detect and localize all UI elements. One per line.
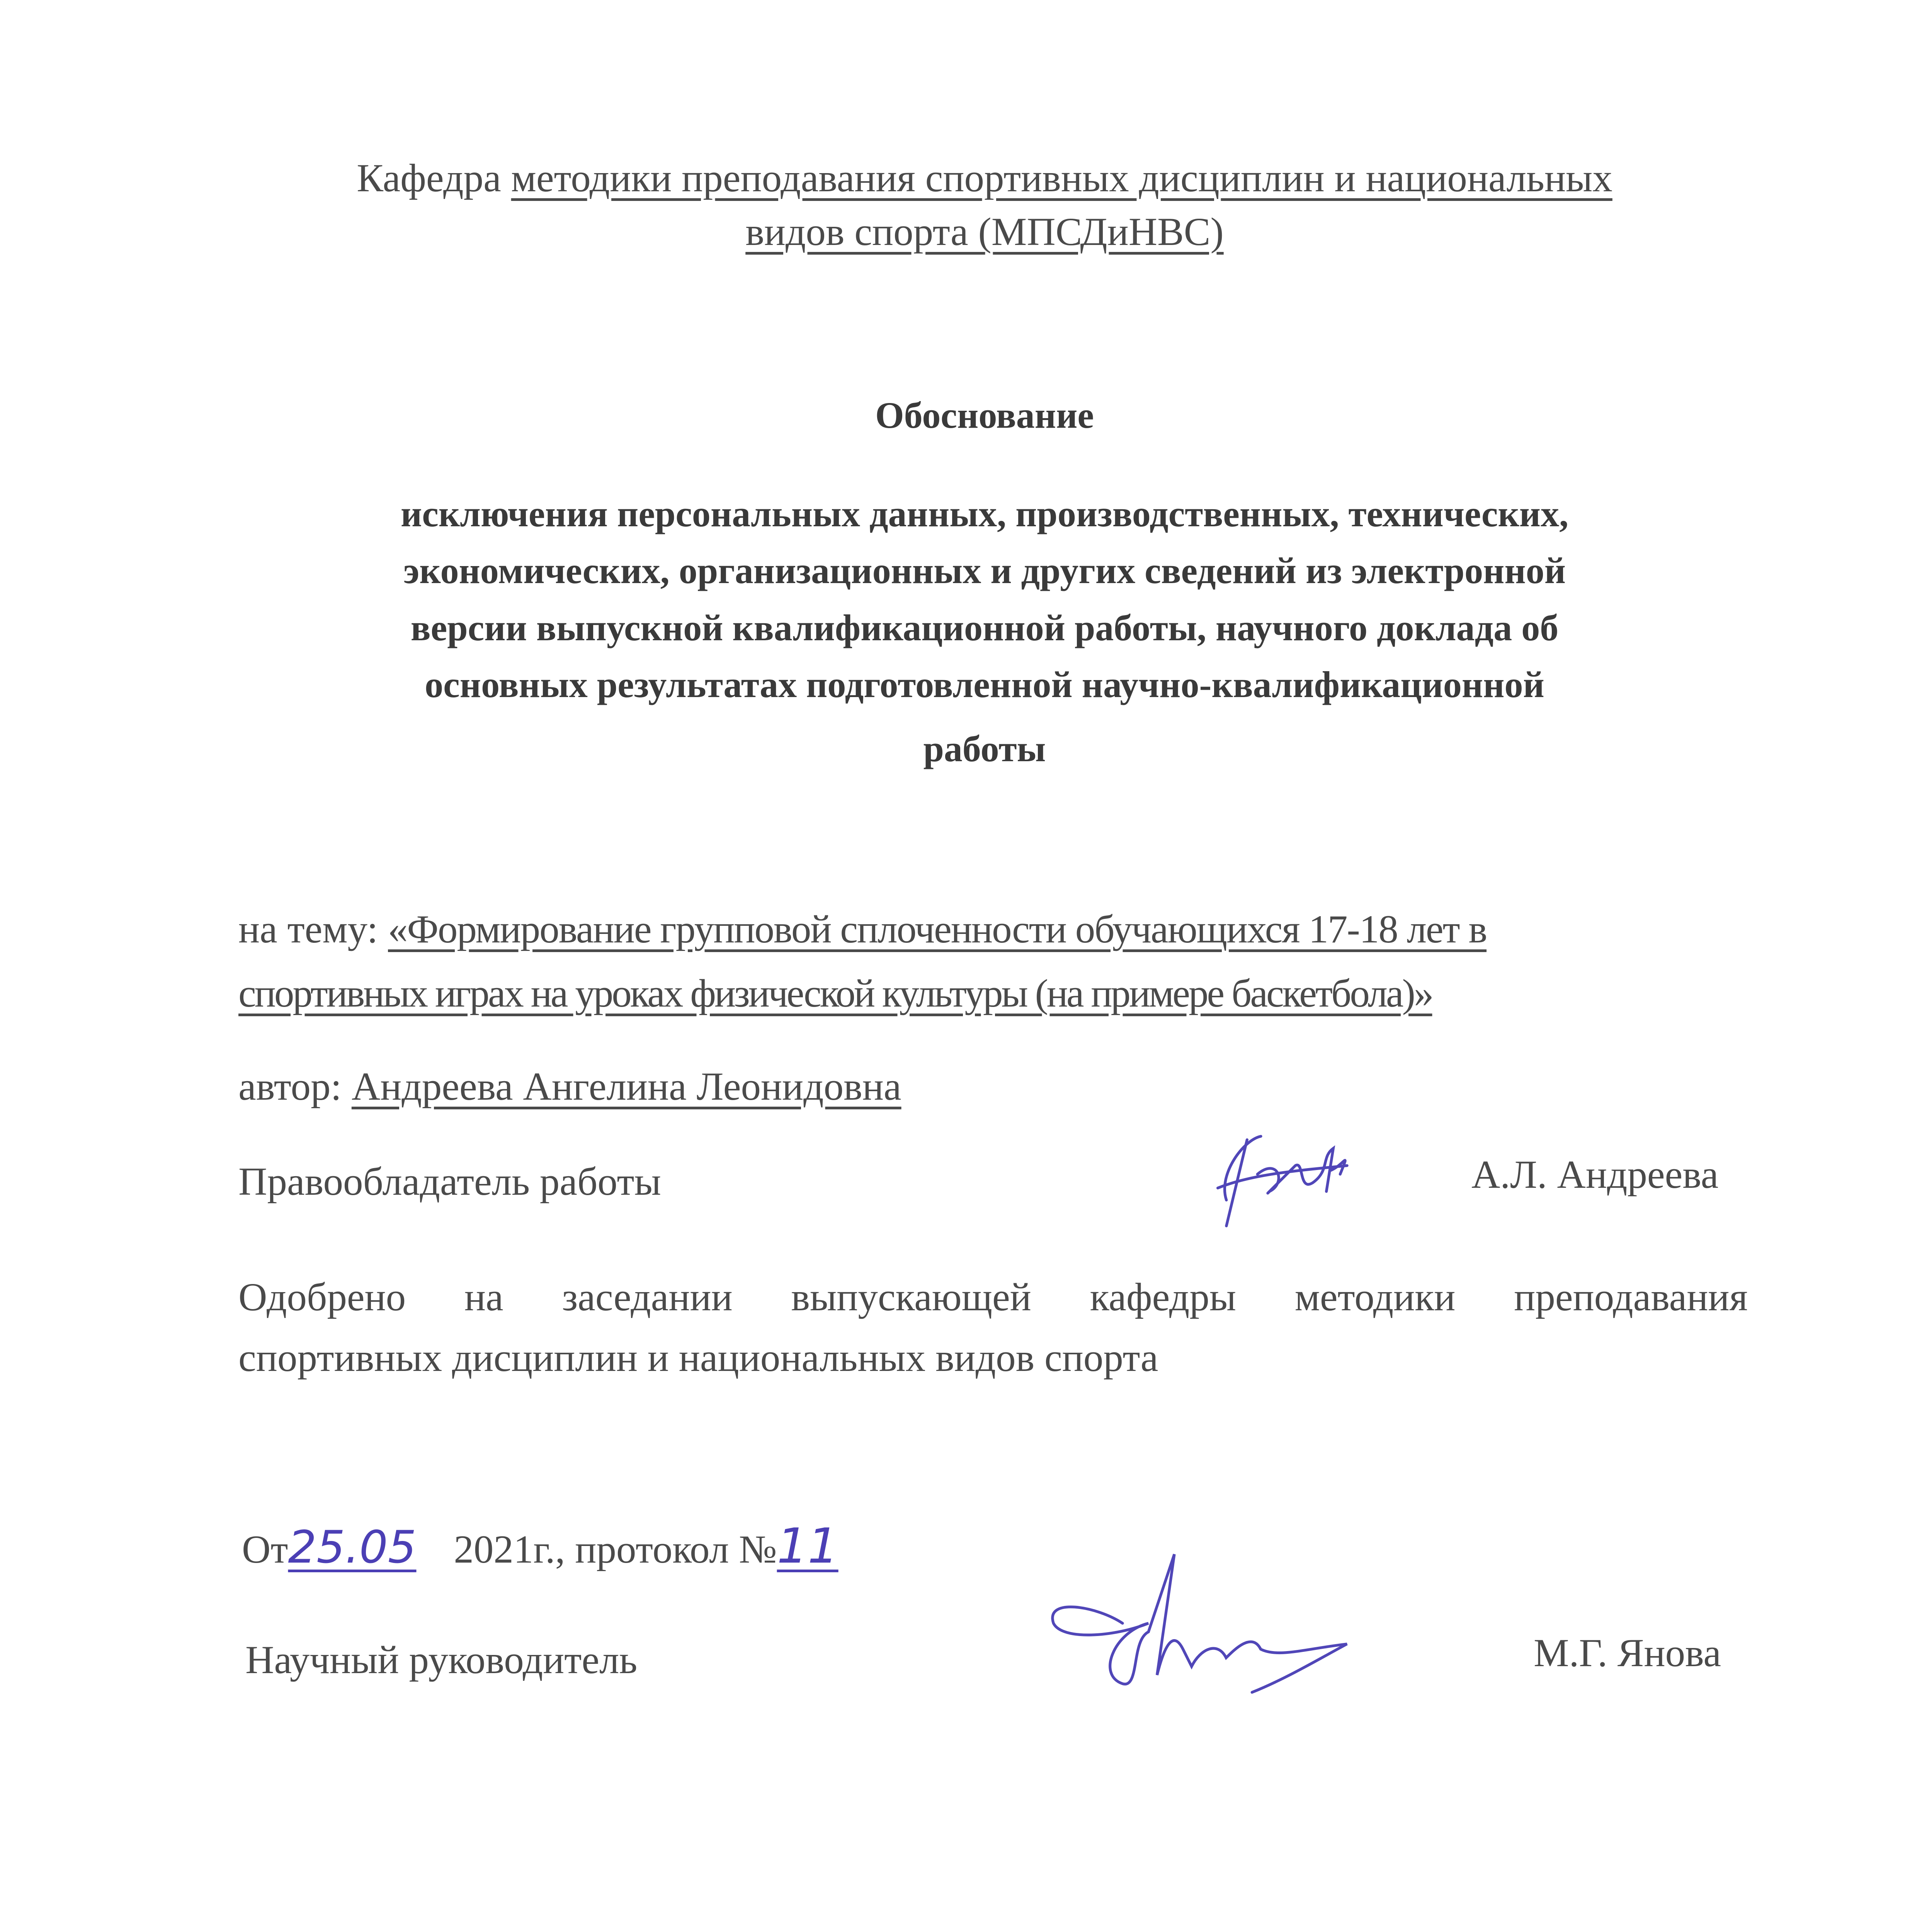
- department-line-2: [96, 209, 1873, 255]
- topic-text: «Формирование групповой сплоченности обучающихся 17-18 лет в: [388, 907, 1487, 951]
- subtitle-line: версии выпускной квалификационной работы, научного доклада об: [410, 607, 1559, 648]
- topic-label: на тему:: [238, 907, 388, 951]
- author-name: Андреева Ангелина Леонидовна: [351, 1065, 901, 1109]
- protocol-date: 25.05: [288, 1521, 417, 1573]
- subtitle-line: работы: [923, 728, 1046, 769]
- rights-holder-label: Правообладатель работы: [238, 1160, 661, 1204]
- approval-line-2: спортивных дисциплин и национальных видов спорта: [238, 1336, 1158, 1380]
- department-name-cont: видов спорта (МПСДиНВС): [745, 210, 1224, 254]
- topic-line-1: [238, 906, 1487, 952]
- author-signature: [1209, 1122, 1364, 1235]
- subtitle-line: исключения персональных данных, производственных, технических,: [400, 493, 1569, 534]
- from-label: От: [242, 1527, 288, 1571]
- subtitle-line: основных результатах подготовленной научно-квалификационной: [425, 664, 1544, 705]
- topic-line-2: [238, 971, 1432, 1016]
- approval-line-1: Одобрено на заседании выпускающей кафедры методики преподавания: [238, 1275, 1748, 1319]
- rights-holder-name: А.Л. Андреева: [1471, 1153, 1719, 1197]
- department-line-1: [96, 155, 1873, 201]
- supervisor-label: Научный руководитель: [245, 1638, 638, 1682]
- document-title: Обоснование: [875, 395, 1094, 436]
- author-label: автор:: [238, 1065, 352, 1109]
- subtitle-line: экономических, организационных и других сведений из электронной: [403, 550, 1566, 591]
- topic-text-cont: спортивных играх на уроках физической культуры (на примере баскетбола)»: [238, 971, 1432, 1015]
- department-name: методики преподавания спортивных дисциплин и национальных: [511, 156, 1612, 200]
- protocol-year-text: 2021г., протокол №: [454, 1527, 777, 1571]
- protocol-line: [242, 1518, 846, 1574]
- author-line: [238, 1064, 901, 1109]
- supervisor-signature: [1045, 1554, 1373, 1692]
- department-prefix: Кафедра: [357, 156, 511, 200]
- supervisor-name: М.Г. Янова: [1534, 1631, 1721, 1675]
- protocol-number: 11: [777, 1518, 838, 1574]
